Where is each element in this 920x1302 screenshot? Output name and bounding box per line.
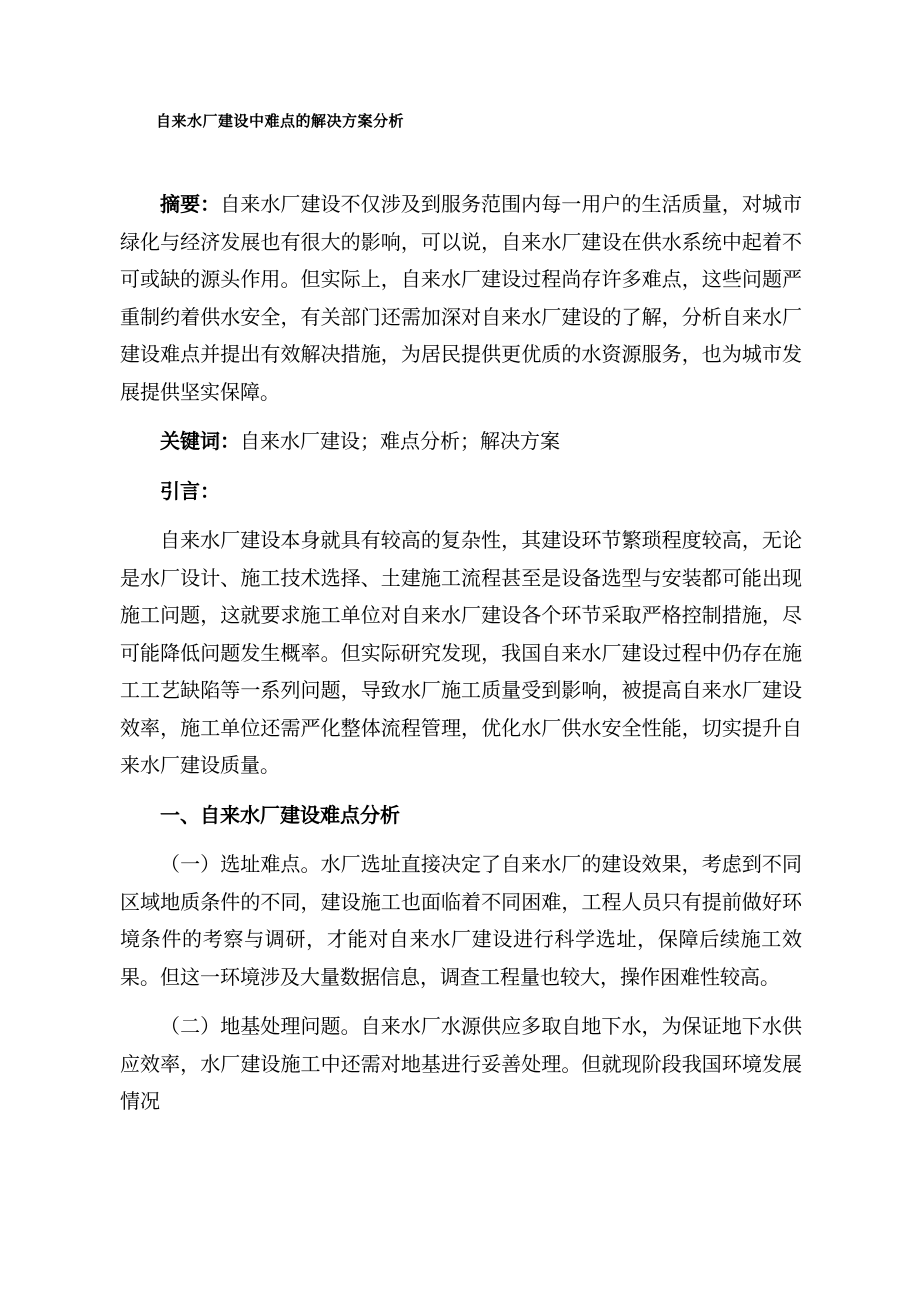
keywords-label: 关键词： [160,431,240,453]
section-one-heading: 一、自来水厂建设难点分析 [160,804,400,827]
document-title: 自来水厂建设中难点的解决方案分析 [156,114,405,130]
abstract-paragraph [120,187,802,412]
site-selection-paragraph: （一）选址难点。水厂选址直接决定了自来水厂的建设效果，考虑到不同区域地质条件的不同，建设施工也面临着不同困难，工程人员只有提前做好环境条件的考察与调研，才能对自来水厂建设进行科学选址，保障后续施工效果。但这一环境涉及大量数据信息，调查工程量也较大，操作困难性较高。 [120,854,802,989]
introduction-paragraph: 自来水厂建设本身就具有较高的复杂性，其建设环节繁琐程度较高，无论是水厂设计、施工技术选择、土建施工流程甚至是设备选型与安装都可能出现施工问题，这就要求施工单位对自来水厂建设各个环节采取严格控制措施，尽可能降低问题发生概率。但实际研究发现，我国自来水厂建设过程中仍存在施工工艺缺陷等一系列问题，导致水厂施工质量受到影响，被提高自来水厂建设效率，施工单位还需严化整体流程管理，优化水厂供水安全性能，切实提升自来水厂建设质量。 [120,530,802,777]
keywords-paragraph [120,424,802,462]
abstract-text: 自来水厂建设不仅涉及到服务范围内每一用户的生活质量，对城市绿化与经济发展也有很大的影响，可以说，自来水厂建设在供水系统中起着不可或缺的源头作用。但实际上，自来水厂建设过程尚存许多难点，这些问题严重制约着供水安全，有关部门还需加深对自来水厂建设的了解，分析自来水厂建设难点并提出有效解决措施，为居民提供更优质的水资源服务，也为城市发展提供坚实保障。 [120,194,803,404]
foundation-treatment-paragraph: （二）地基处理问题。自来水厂水源供应多取自地下水，为保证地下水供应效率，水厂建设施工中还需对地基进行妥善处理。但就现阶段我国环境发展情况 [120,1016,802,1113]
keywords-text: 自来水厂建设；难点分析；解决方案 [240,431,560,453]
introduction-label: 引言： [160,480,220,503]
abstract-label: 摘要： [160,194,221,216]
